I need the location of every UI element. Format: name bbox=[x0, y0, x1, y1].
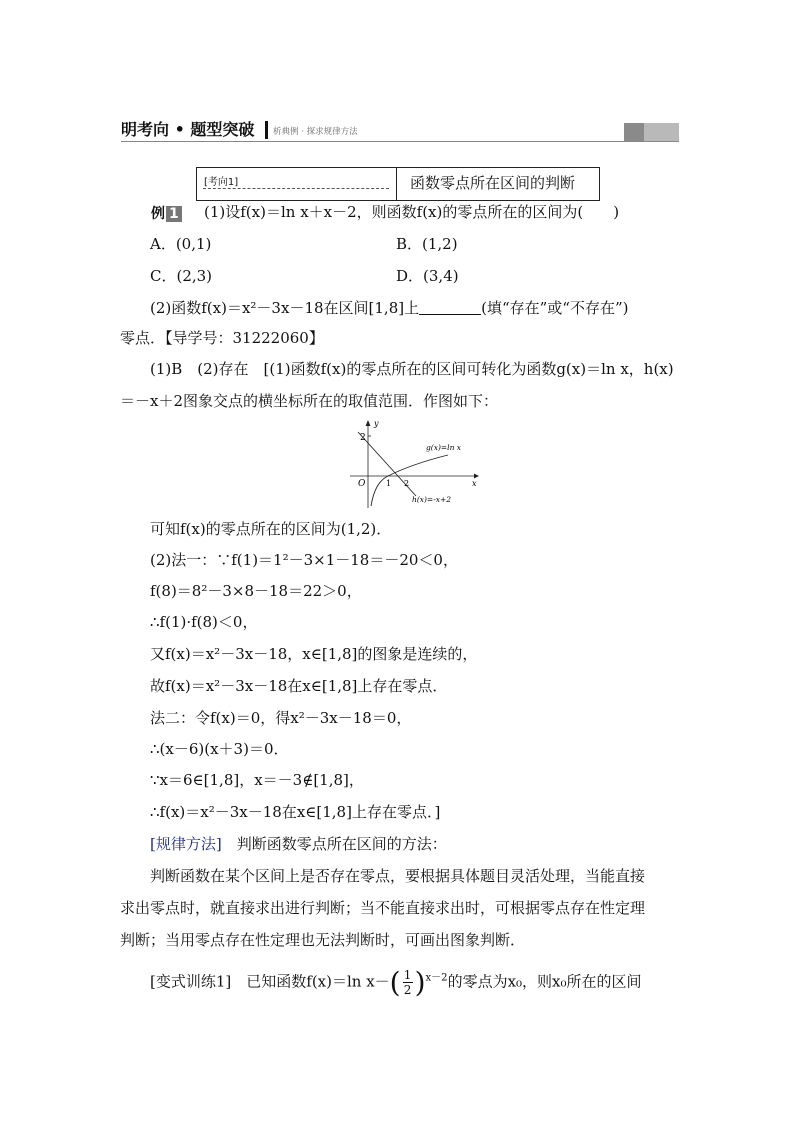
y-axis-label: y bbox=[374, 419, 379, 428]
banner-divider bbox=[265, 121, 268, 139]
variant-text-b: 的零点为x₀，则x₀所在的区间 bbox=[447, 972, 642, 991]
option-b: B．(1,2) bbox=[396, 235, 458, 253]
g-label: g(x)=ln x bbox=[426, 443, 462, 452]
method-paragraph-3: 判断；当用零点存在性定理也无法判断时，可画出图象判断． bbox=[120, 931, 526, 949]
method2-line-2: ∴(x－6)(x＋3)＝0． bbox=[150, 740, 289, 758]
x-axis-arrow bbox=[474, 474, 479, 479]
method-summary-heading bbox=[150, 834, 447, 854]
topic-box-divider bbox=[396, 167, 397, 201]
method2-line-1: 法二：令f(x)＝0，得x²－3x－18＝0， bbox=[150, 709, 412, 727]
method-title: 判断函数零点所在区间的方法： bbox=[236, 835, 447, 853]
method1-line-2: f(8)＝8²－3×8－18＝22＞0， bbox=[150, 582, 362, 600]
topic-title: 函数零点所在区间的判断 bbox=[410, 174, 576, 192]
x-tick-1: 1 bbox=[386, 479, 392, 488]
question-2 bbox=[150, 298, 628, 318]
variant-training: [变式训练1] 已知函数f(x)＝ln x－( $\frac{1}{2}$ )$^{x-2}$的零点为x₀，则x₀所在的区间 bbox=[150, 965, 642, 999]
h-label: h(x)=-x+2 bbox=[412, 495, 452, 504]
answer-after-graph: 可知f(x)的零点所在的区间为(1,2)． bbox=[150, 520, 392, 538]
option-a: A．(0,1) bbox=[150, 235, 212, 253]
question-2-hint: (填“存在”或“不存在”) bbox=[481, 299, 629, 317]
y-tick-label: 2 bbox=[360, 433, 366, 443]
option-d: D．(3,4) bbox=[396, 267, 459, 285]
variant-exponent: x－2 bbox=[425, 972, 448, 984]
example-badge bbox=[151, 203, 182, 223]
method-paragraph-2: 求出零点时，就直接求出进行判断；当不能直接求出时，可根据零点存在性定理 bbox=[120, 899, 646, 917]
banner-rule bbox=[121, 141, 679, 142]
function-graph bbox=[340, 418, 480, 510]
section-banner-subtitle: 析典例 · 探求规律方法 bbox=[273, 127, 358, 137]
origin-label: O bbox=[358, 479, 366, 489]
method1-line-4: 又f(x)＝x²－3x－18，x∈[1,8]的图象是连续的， bbox=[150, 645, 478, 663]
y-axis-arrow bbox=[366, 420, 371, 426]
variant-label: [变式训练1] bbox=[150, 972, 232, 991]
x-axis-label: x bbox=[472, 479, 477, 488]
answer-blank bbox=[419, 300, 481, 315]
variant-frac-num: 1 bbox=[403, 968, 412, 982]
section-banner-title: 明考向 • 题型突破 bbox=[121, 120, 255, 139]
method1-line-3: ∴f(1)·f(8)＜0， bbox=[150, 613, 258, 631]
topic-tag: [考向1] bbox=[204, 177, 239, 188]
method-paragraph-1: 判断函数在某个区间上是否存在零点，要根据具体题目灵活处理，当能直接 bbox=[150, 867, 646, 885]
example-badge-number: 1 bbox=[166, 206, 182, 222]
variant-text-a: 已知函数f(x)＝ln x－ bbox=[246, 972, 390, 991]
method1-line-5: 故f(x)＝x²－3x－18在x∈[1,8]上存在零点． bbox=[150, 677, 448, 695]
answer-line-1: (1)B (2)存在 [(1)函数f(x)的零点所在的区间可转化为函数g(x)＝ln x，h(x) bbox=[150, 360, 674, 378]
banner-decoration-light bbox=[644, 123, 679, 141]
question-2-tail: 零点．【导学号：31222060】 bbox=[120, 329, 324, 347]
x-tick-2: 2 bbox=[404, 479, 410, 488]
question-1: (1)设f(x)＝ln x＋x－2，则函数f(x)的零点所在的区间为( ) bbox=[204, 203, 620, 221]
method2-line-3: ∵x＝6∈[1,8]，x＝－3∉[1,8]， bbox=[150, 771, 364, 789]
option-c: C．(2,3) bbox=[150, 267, 213, 285]
banner-decoration-dark bbox=[624, 123, 644, 141]
variant-frac-den: 2 bbox=[403, 983, 412, 997]
method-label: [规律方法] bbox=[150, 835, 222, 853]
answer-line-2: ＝－x＋2图象交点的横坐标所在的取值范围．作图如下： bbox=[120, 392, 499, 410]
method1-line-1: (2)法一：∵f(1)＝1²－3×1－18＝－20＜0， bbox=[150, 551, 458, 569]
topic-dash-line bbox=[203, 188, 389, 189]
example-badge-label: 例 bbox=[151, 206, 165, 222]
method2-line-4: ∴f(x)＝x²－3x－18在x∈[1,8]上存在零点．] bbox=[150, 803, 441, 821]
question-2-text: (2)函数f(x)＝x²－3x－18在区间[1,8]上 bbox=[150, 299, 420, 317]
